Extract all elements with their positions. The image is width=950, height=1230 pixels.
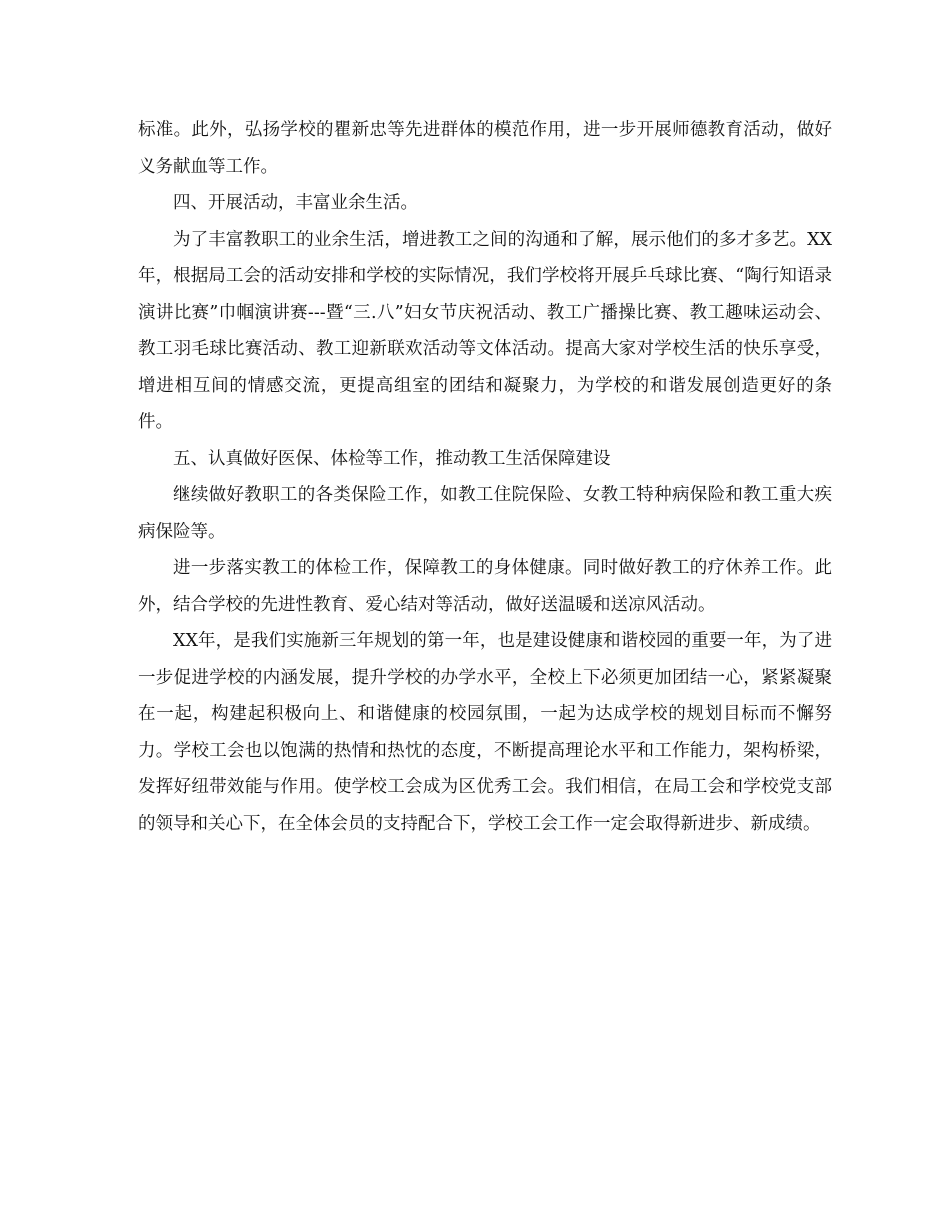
- paragraph-continuation: 标准。此外，弘扬学校的瞿新忠等先进群体的模范作用，进一步开展师德教育活动，做好义务献血等工作。: [138, 120, 832, 177]
- paragraph-activities: 为了丰富教职工的业余生活，增进教工之间的沟通和了解，展示他们的多才多艺。XX年，根据局工会的活动安排和学校的实际情况，我们学校将开展乒乓球比赛、“陶行知语录演讲比赛”巾帼演讲赛---暨“三.八”妇女节庆祝活动、教工广播操比赛、教工趣味运动会、教工羽毛球比赛活动、教工迎新联欢活动等文体活动。提高大家对学校生活的快乐享受，增进相互间的情感交流，更提高组室的团结和凝聚力，为学校的和谐发展创造更好的条件。: [138, 229, 832, 432]
- paragraph-health-check: 进一步落实教工的体检工作，保障教工的身体健康。同时做好教工的疗休养工作。此外，结合学校的先进性教育、爱心结对等活动，做好送温暖和送凉风活动。: [138, 558, 832, 615]
- paragraph-conclusion: XX年，是我们实施新三年规划的第一年，也是建设健康和谐校园的重要一年，为了进一步促进学校的内涵发展，提升学校的办学水平，全校上下必须更加团结一心，紧紧凝聚在一起，构建起积极向上、和谐健康的校园氛围，一起为达成学校的规划目标而不懈努力。学校工会也以饱满的热情和热忱的态度，不断提高理论水平和工作能力，架构桥梁，发挥好纽带效能与作用。使学校工会成为区优秀工会。我们相信，在局工会和学校党支部的领导和关心下，在全体会员的支持配合下，学校工会工作一定会取得新进步、新成绩。: [138, 631, 832, 834]
- paragraph-insurance: 继续做好教职工的各类保险工作，如教工住院保险、女教工特种病保险和教工重大疾病保险等。: [138, 485, 832, 542]
- section-heading-5: 五、认真做好医保、体检等工作，推动教工生活保障建设: [173, 448, 611, 469]
- section-heading-4: 四、开展活动，丰富业余生活。: [173, 193, 418, 213]
- document-body: [138, 112, 832, 842]
